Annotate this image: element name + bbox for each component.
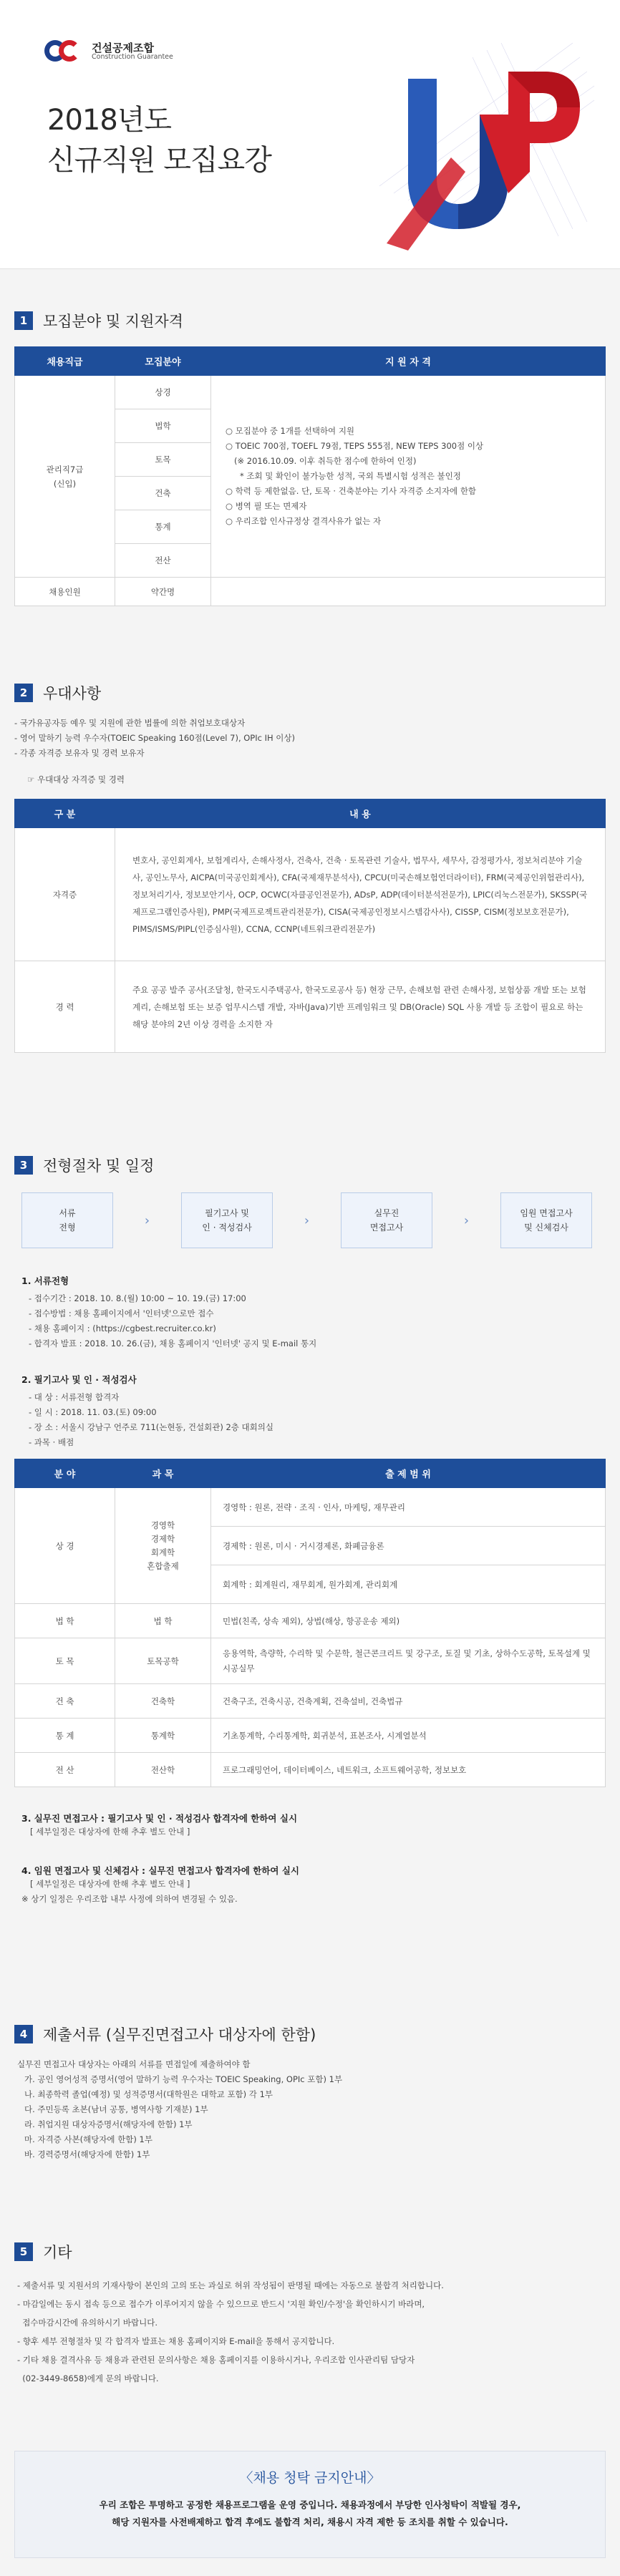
- table-header: 과 목: [115, 1459, 211, 1488]
- row-label: 경 력: [15, 961, 115, 1053]
- chevron-right-icon: ›: [463, 1212, 470, 1228]
- exam-field: 전 산: [15, 1753, 115, 1787]
- section-title: 모집분야 및 지원자격: [43, 313, 183, 330]
- list-item: - 기타 채용 결격사유 등 채용과 관련된 문의사항은 채용 홈페이지를 이용하시거나, 우리조합 인사관리팀 담당자: [17, 2355, 415, 2365]
- exam-subject: 토목공학: [115, 1638, 211, 1684]
- list-item: 접수마감시간에 유의하시기 바랍니다.: [17, 2318, 158, 2328]
- exam-scope: 회계학 : 회계원리, 재무회계, 원가회계, 관리회계: [211, 1565, 606, 1604]
- note: [ 세부일정은 대상자에 한해 추후 별도 안내 ]: [30, 1879, 190, 1889]
- chevron-right-icon: ›: [144, 1212, 150, 1228]
- logo-name-en: Construction Guarantee: [92, 53, 173, 62]
- list-item: - 접수기간 : 2018. 10. 8.(월) 10:00 ~ 10. 19.(금) 17:00: [29, 1293, 246, 1303]
- sub-heading: 1. 서류전형: [21, 1275, 69, 1286]
- sub-heading: 3. 실무진 면접고사 : 필기고사 및 인 · 적성검사 합격자에 한하여 실시: [21, 1813, 298, 1824]
- table-header: 구 분: [15, 799, 115, 828]
- exam-scope: 건축구조, 건축시공, 건축계획, 건축설비, 건축법규: [211, 1684, 606, 1719]
- list-item: - 국가유공자등 예우 및 지원에 관한 법률에 의한 취업보호대상자: [14, 718, 246, 728]
- section-title: 기타: [43, 2244, 72, 2261]
- exam-subject: 전산학: [115, 1753, 211, 1787]
- table-header: 지 원 자 격: [211, 347, 606, 376]
- section-process: [14, 1154, 606, 1907]
- logo-mark: [44, 39, 87, 64]
- footnote: ※ 상기 일정은 우리조합 내부 사정에 의하여 변경될 수 있음.: [21, 1894, 238, 1904]
- banner-title: 〈채용 청탁 금지안내〉: [239, 2470, 381, 2486]
- sub-heading: ☞ 우대대상 자격증 및 경력: [27, 774, 125, 784]
- exam-field: 상 경: [15, 1488, 115, 1604]
- exam-subject: 법 학: [115, 1604, 211, 1638]
- field-cell: 법학: [115, 409, 211, 443]
- list-item: - 접수방법 : 채용 홈페이지에서 '인터넷'으로만 접수: [29, 1308, 214, 1318]
- section-number: 2: [14, 684, 33, 702]
- grade-cell: 관리직7급 (신입): [15, 376, 115, 578]
- headcount-label: 채용인원: [15, 578, 115, 606]
- list-item: - 대 상 : 서류전형 합격자: [29, 1392, 120, 1402]
- exam-scope: 경영학 : 원론, 전략 · 조직 · 인사, 마케팅, 재무관리: [211, 1488, 606, 1527]
- section-documents: [14, 2023, 606, 2162]
- list-item: - 마감일에는 동시 접속 등으로 접수가 이루어지지 않을 수 있으므로 반드시 '지원 확인/수정'을 확인하시기 바라며,: [17, 2299, 425, 2309]
- doc-screening: [14, 1274, 606, 1351]
- headcount-value: 약간명: [115, 578, 211, 606]
- section-number: 5: [14, 2242, 33, 2261]
- list-item: 나. 최종학력 졸업(예정) 및 성적증명서(대학원은 대학교 포함) 각 1부: [24, 2089, 273, 2099]
- list-item: 다. 주민등록 초본(남녀 공통, 병역사항 기재분) 1부: [24, 2104, 208, 2114]
- exam-scope: 경제학 : 원론, 미시 · 거시경제론, 화폐금융론: [211, 1527, 606, 1565]
- field-cell: 통계: [115, 510, 211, 544]
- field-cell: 상경: [115, 376, 211, 409]
- intro-text: 실무진 면접고사 대상자는 아래의 서류를 면접일에 제출하여야 함: [17, 2059, 251, 2069]
- hero: [0, 0, 620, 269]
- section-preferences: [14, 681, 606, 1053]
- exam-scope: 응용역학, 측량학, 수리학 및 수문학, 철근콘크리트 및 강구조, 토질 및 기초, 상하수도공학, 토목설계 및 시공실무: [211, 1638, 606, 1684]
- row-content: 변호사, 공인회계사, 보험계리사, 손해사정사, 건축사, 건축 · 토목관련 기술사, 법무사, 세무사, 감정평가사, 정보처리분야 기술사, 공인노무사, AICPA(미국공인회계사), CFA(국제재무분석사), CPCU(미국손해보험언더라이터), FRM(국제공인위험관리사), 정보처리기사, 정보보안기사, OCP, OCWC(자클공인전문가), ADsP, ADP(데이터분석전문가), LPIC(리눅스전문가), SKSSP(국제프로그램인증사원), PMP(국제프로젝트관리전문가), CISA(국제공인정보시스템감사사), CISSP, CISM(정보보호전문가), PIMS/ISMS/PIPL(인증심사원), CCNA, CCNP(네트워크관리전문가): [115, 828, 606, 961]
- field-cell: 전산: [115, 544, 211, 578]
- list-item: (02-3449-8658)에게 문의 바랍니다.: [17, 2373, 159, 2383]
- list-item: 바. 경력증명서(해당자에 한함) 1부: [24, 2149, 150, 2159]
- table-header: 내 용: [115, 799, 606, 828]
- section-number: 3: [14, 1156, 33, 1175]
- note: [ 세부일정은 대상자에 한해 추후 별도 안내 ]: [30, 1827, 190, 1837]
- up-ribbon-illustration: [365, 29, 601, 258]
- step-box: 임원 면접고사 및 신체검사: [500, 1192, 592, 1248]
- sub-heading: 4. 임원 면접고사 및 신체검사 : 실무진 면접고사 합격자에 한하여 실시: [21, 1865, 299, 1876]
- row-label: 자격증: [15, 828, 115, 961]
- section-number: 4: [14, 2025, 33, 2043]
- exam-field: 통 계: [15, 1719, 115, 1753]
- logo: [44, 39, 173, 64]
- table-header: 모집분야: [115, 347, 211, 376]
- exam-table: [14, 1459, 606, 1787]
- section-other: [14, 2240, 606, 2388]
- section-recruit-fields: [14, 309, 606, 606]
- step-box: 실무진 면접고사: [341, 1192, 432, 1248]
- exam-field: 법 학: [15, 1604, 115, 1638]
- list-item: 가. 공인 영어성적 증명서(영어 말하기 능력 우수자는 TOEIC Speaking, OPIc 포함) 1부: [24, 2074, 343, 2084]
- section-title: 우대사항: [43, 685, 102, 702]
- exam-field: 건 축: [15, 1684, 115, 1719]
- list-item: - 영어 말하기 능력 우수자(TOEIC Speaking 160점(Level 7), OPIc IH 이상): [14, 733, 296, 743]
- table-header: 분 야: [15, 1459, 115, 1488]
- list-item: - 제출서류 및 지원서의 기재사항이 본인의 고의 또는 과실로 허위 작성됨이 판명될 때에는 자동으로 불합격 처리합니다.: [17, 2280, 444, 2290]
- list-item: 라. 취업지원 대상자증명서(해당자에 한함) 1부: [24, 2119, 193, 2129]
- list-item: - 채용 홈페이지 : (https://cgbest.recruiter.co.kr): [29, 1323, 216, 1333]
- exam-subject: 통계학: [115, 1719, 211, 1753]
- table-header: 출 제 범 위: [211, 1459, 606, 1488]
- banner-text: 우리 조합은 투명하고 공정한 채용프로그램을 운영 중입니다. 채용과정에서 부당한 인사청탁이 적발될 경우, 해당 지원자를 사전배제하고 합격 후에도 불합격 처리, 채용시 자격 제한 등 조치를 취할 수 있습니다.: [99, 2499, 521, 2527]
- list-item: - 향후 세부 전형절차 및 각 합격자 발표는 채용 홈페이지와 E-mail을 통해서 공지합니다.: [17, 2336, 335, 2346]
- fields-table: [14, 346, 606, 606]
- chevron-right-icon: ›: [304, 1212, 310, 1228]
- exam-field: 토 목: [15, 1638, 115, 1684]
- list-item: 마. 자격증 사본(해당자에 한함) 1부: [24, 2134, 152, 2144]
- exam-scope: 기초통계학, 수리통계학, 회귀분석, 표본조사, 시계열분석: [211, 1719, 606, 1753]
- row-content: 주요 공공 발주 공사(조달청, 한국도시주택공사, 한국도로공사 등) 현장 근무, 손해보험 관련 손해사정, 보험상품 개발 또는 보험계리, 손해보험 또는 보증 업무시스템 개발, 자바(Java)기반 프레임워크 및 DB(Oracle) SQL 사용 개발 등 조합이 필요로 하는 해당 분야의 2년 이상 경력을 소지한 자: [115, 961, 606, 1053]
- step-box: 필기고사 및 인 · 적성검사: [181, 1192, 273, 1248]
- written-exam: [14, 1373, 606, 1450]
- preference-table: [14, 799, 606, 1053]
- field-cell: 토목: [115, 443, 211, 477]
- list-item: - 일 시 : 2018. 11. 03.(토) 09:00: [29, 1407, 157, 1417]
- step-box: 서류 전형: [21, 1192, 113, 1248]
- process-steps: [14, 1192, 606, 1248]
- section-number: 1: [14, 311, 33, 330]
- logo-name-ko: 건설공제조합: [92, 41, 154, 54]
- table-header: 채용직급: [15, 347, 115, 376]
- sub-heading: 2. 필기고사 및 인 · 적성검사: [21, 1374, 137, 1385]
- qualifications-cell: ○ 모집분야 중 1개를 선택하여 지원 ○ TOEIC 700점, TOEFL 79점, TEPS 555점, NEW TEPS 300점 이상 (※ 2016.10.09. 이후 취득한 점수에 한하여 인정) * 조회 및 확인이 불가능한 성적, 국외 특별시험 성적은 불인정 ○ 학력 등 제한없음. 단, 토목 · 건축분야는 기사 자격증 소지자에 한함 ○ 병역 필 또는 면제자 ○ 우리조합 인사규정상 결격사유가 없는 자: [211, 376, 606, 578]
- exam-scope: 프로그래밍언어, 데이터베이스, 네트워크, 소프트웨어공학, 정보보호: [211, 1753, 606, 1787]
- section-title: 제출서류 (실무진면접고사 대상자에 한함): [43, 2026, 316, 2043]
- field-cell: 건축: [115, 477, 211, 510]
- interview-info: [14, 1812, 606, 1907]
- list-item: - 장 소 : 서울시 강남구 언주로 711(논현동, 건설회관) 2층 대회의실: [29, 1422, 273, 1432]
- list-item: - 과목 · 배점: [29, 1437, 74, 1447]
- list-item: - 합격자 발표 : 2018. 10. 26.(금), 채용 홈페이지 '인터넷' 공지 및 E-mail 통지: [29, 1338, 317, 1348]
- page-title: 2018년도 신규직원 모집요강: [47, 104, 271, 177]
- notice-banner: [14, 2451, 606, 2558]
- exam-subject: 경영학 경제학 회계학 혼합출제: [115, 1488, 211, 1604]
- section-title: 전형절차 및 일정: [43, 1157, 155, 1175]
- exam-subject: 건축학: [115, 1684, 211, 1719]
- list-item: - 각종 자격증 보유자 및 경력 보유자: [14, 748, 145, 758]
- exam-scope: 민법(친족, 상속 제외), 상법(해상, 항공운송 제외): [211, 1604, 606, 1638]
